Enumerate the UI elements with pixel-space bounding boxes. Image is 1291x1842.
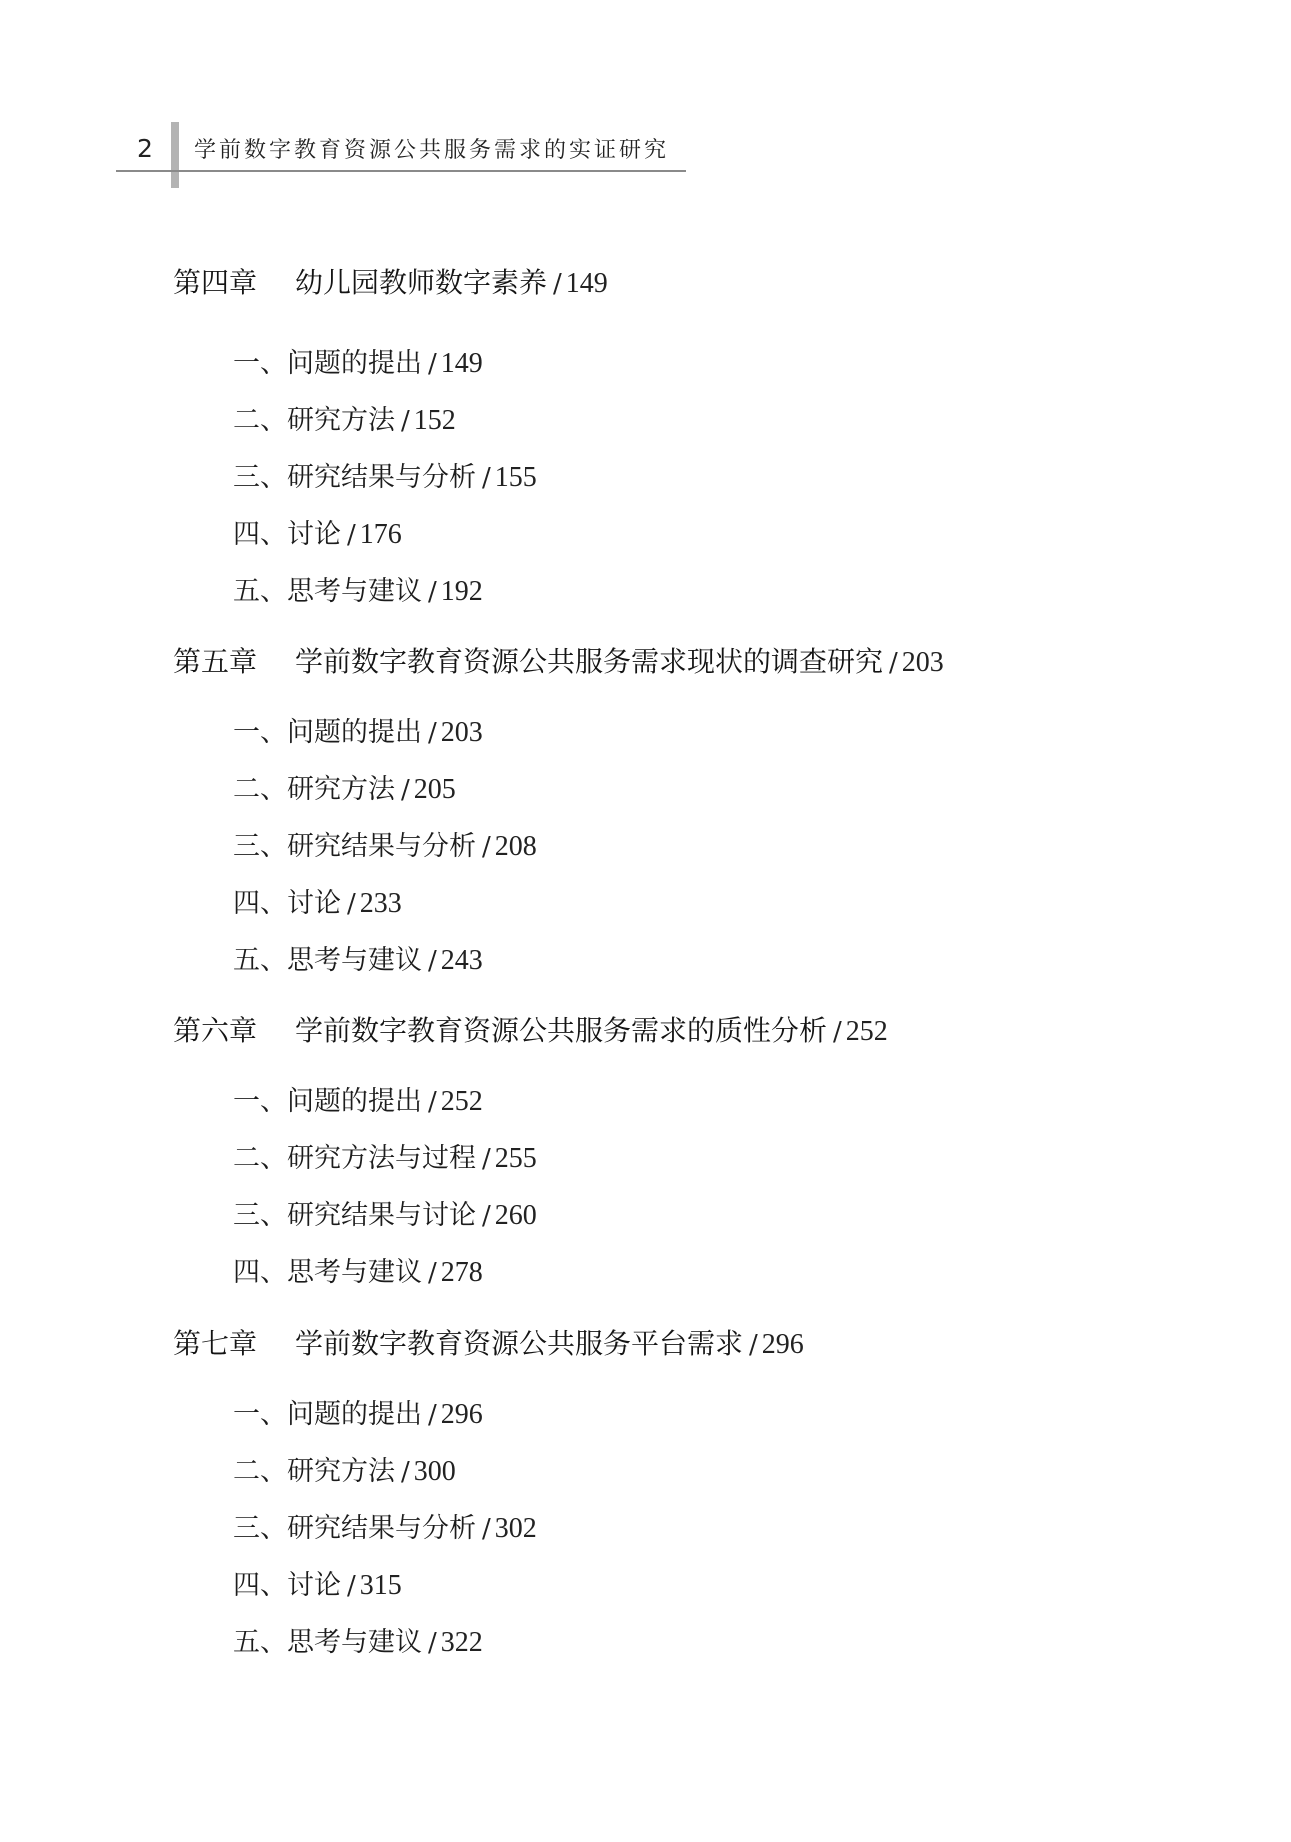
section-entry[interactable]	[233, 1623, 483, 1663]
page-separator: /	[428, 577, 437, 607]
page-separator: /	[553, 269, 562, 299]
section-entry[interactable]	[233, 1082, 483, 1122]
section-title: 研究结果与分析	[287, 462, 476, 493]
section-entry[interactable]	[233, 1395, 483, 1435]
section-entry[interactable]	[233, 1452, 456, 1492]
section-page: 260	[494, 1200, 537, 1231]
page-separator: /	[482, 1201, 491, 1231]
page-separator: /	[347, 520, 356, 550]
chapter-heading[interactable]	[173, 1011, 888, 1051]
section-page: 302	[494, 1513, 537, 1544]
page-separator: /	[428, 349, 437, 379]
header-rule	[116, 170, 686, 172]
section-index: 二、	[233, 774, 287, 805]
chapter-number: 第六章	[173, 1014, 258, 1047]
section-entry[interactable]	[233, 884, 402, 924]
page-separator: /	[749, 1330, 758, 1360]
section-title: 讨论	[287, 1570, 341, 1601]
chapter-title: 学前数字教育资源公共服务平台需求	[295, 1327, 744, 1360]
page-number: 2	[137, 134, 153, 163]
section-title: 研究结果与分析	[287, 831, 476, 862]
section-title: 讨论	[287, 888, 341, 919]
section-page: 322	[440, 1627, 483, 1658]
chapter-heading[interactable]	[173, 642, 944, 682]
page-separator: /	[428, 1087, 437, 1117]
section-page: 155	[494, 462, 537, 493]
section-entry[interactable]	[233, 458, 537, 498]
section-title: 讨论	[287, 519, 341, 550]
section-title: 问题的提出	[287, 717, 422, 748]
section-page: 192	[440, 576, 483, 607]
page-separator: /	[482, 1514, 491, 1544]
section-entry[interactable]	[233, 1566, 402, 1606]
page-separator: /	[482, 1144, 491, 1174]
page-separator: /	[401, 1457, 410, 1487]
section-page: 233	[359, 888, 402, 919]
page-separator: /	[889, 648, 898, 678]
section-page: 243	[440, 945, 483, 976]
page-separator: /	[833, 1017, 842, 1047]
section-index: 一、	[233, 1086, 287, 1117]
chapter-heading[interactable]	[173, 1324, 804, 1364]
section-index: 四、	[233, 1257, 287, 1288]
section-title: 问题的提出	[287, 348, 422, 379]
chapter-number: 第五章	[173, 645, 258, 678]
section-entry[interactable]	[233, 1196, 537, 1236]
section-page: 152	[413, 405, 456, 436]
section-title: 研究结果与分析	[287, 1513, 476, 1544]
section-index: 五、	[233, 576, 287, 607]
chapter-number: 第七章	[173, 1327, 258, 1360]
chapter-page: 203	[901, 647, 944, 678]
section-entry[interactable]	[233, 1139, 537, 1179]
section-index: 四、	[233, 1570, 287, 1601]
section-index: 一、	[233, 348, 287, 379]
chapter-page: 296	[761, 1329, 804, 1360]
section-index: 三、	[233, 1200, 287, 1231]
chapter-page: 149	[565, 268, 608, 299]
section-entry[interactable]	[233, 572, 483, 612]
page-separator: /	[428, 718, 437, 748]
page-separator: /	[482, 832, 491, 862]
section-entry[interactable]	[233, 1253, 483, 1293]
section-index: 三、	[233, 1513, 287, 1544]
section-page: 255	[494, 1143, 537, 1174]
chapter-number: 第四章	[173, 266, 258, 299]
section-page: 278	[440, 1257, 483, 1288]
running-title: 学前数字教育资源公共服务需求的实证研究	[194, 138, 670, 163]
section-page: 252	[440, 1086, 483, 1117]
section-title: 研究方法	[287, 774, 395, 805]
chapter-title: 幼儿园教师数字素养	[295, 266, 548, 299]
section-title: 问题的提出	[287, 1086, 422, 1117]
section-index: 三、	[233, 462, 287, 493]
section-index: 一、	[233, 1399, 287, 1430]
section-index: 一、	[233, 717, 287, 748]
section-entry[interactable]	[233, 401, 456, 441]
section-index: 五、	[233, 945, 287, 976]
section-title: 思考与建议	[287, 576, 422, 607]
section-page: 205	[413, 774, 456, 805]
section-entry[interactable]	[233, 515, 402, 555]
chapter-heading[interactable]	[173, 263, 608, 303]
section-page: 300	[413, 1456, 456, 1487]
section-entry[interactable]	[233, 713, 483, 753]
page-separator: /	[428, 1628, 437, 1658]
section-title: 研究方法	[287, 1456, 395, 1487]
running-header	[0, 0, 1291, 190]
section-index: 三、	[233, 831, 287, 862]
page-separator: /	[428, 946, 437, 976]
chapter-title: 学前数字教育资源公共服务需求的质性分析	[295, 1014, 828, 1047]
section-index: 二、	[233, 405, 287, 436]
section-index: 二、	[233, 1143, 287, 1174]
section-page: 149	[440, 348, 483, 379]
section-title: 思考与建议	[287, 1627, 422, 1658]
page-separator: /	[428, 1258, 437, 1288]
section-title: 研究结果与讨论	[287, 1200, 476, 1231]
section-entry[interactable]	[233, 344, 483, 384]
section-title: 研究方法	[287, 405, 395, 436]
section-page: 296	[440, 1399, 483, 1430]
section-entry[interactable]	[233, 1509, 537, 1549]
page-separator: /	[428, 1400, 437, 1430]
section-title: 思考与建议	[287, 945, 422, 976]
section-index: 二、	[233, 1456, 287, 1487]
page-separator: /	[347, 1571, 356, 1601]
section-index: 四、	[233, 888, 287, 919]
section-page: 208	[494, 831, 537, 862]
section-title: 研究方法与过程	[287, 1143, 476, 1174]
page-separator: /	[401, 775, 410, 805]
section-index: 五、	[233, 1627, 287, 1658]
page-separator: /	[482, 463, 491, 493]
section-entry[interactable]	[233, 770, 456, 810]
section-index: 四、	[233, 519, 287, 550]
section-title: 思考与建议	[287, 1257, 422, 1288]
section-page: 315	[359, 1570, 402, 1601]
page-separator: /	[401, 406, 410, 436]
section-entry[interactable]	[233, 827, 537, 867]
section-entry[interactable]	[233, 941, 483, 981]
chapter-page: 252	[845, 1016, 888, 1047]
header-divider-bar	[171, 122, 179, 188]
section-title: 问题的提出	[287, 1399, 422, 1430]
section-page: 176	[359, 519, 402, 550]
chapter-title: 学前数字教育资源公共服务需求现状的调查研究	[295, 645, 884, 678]
page-separator: /	[347, 889, 356, 919]
section-page: 203	[440, 717, 483, 748]
